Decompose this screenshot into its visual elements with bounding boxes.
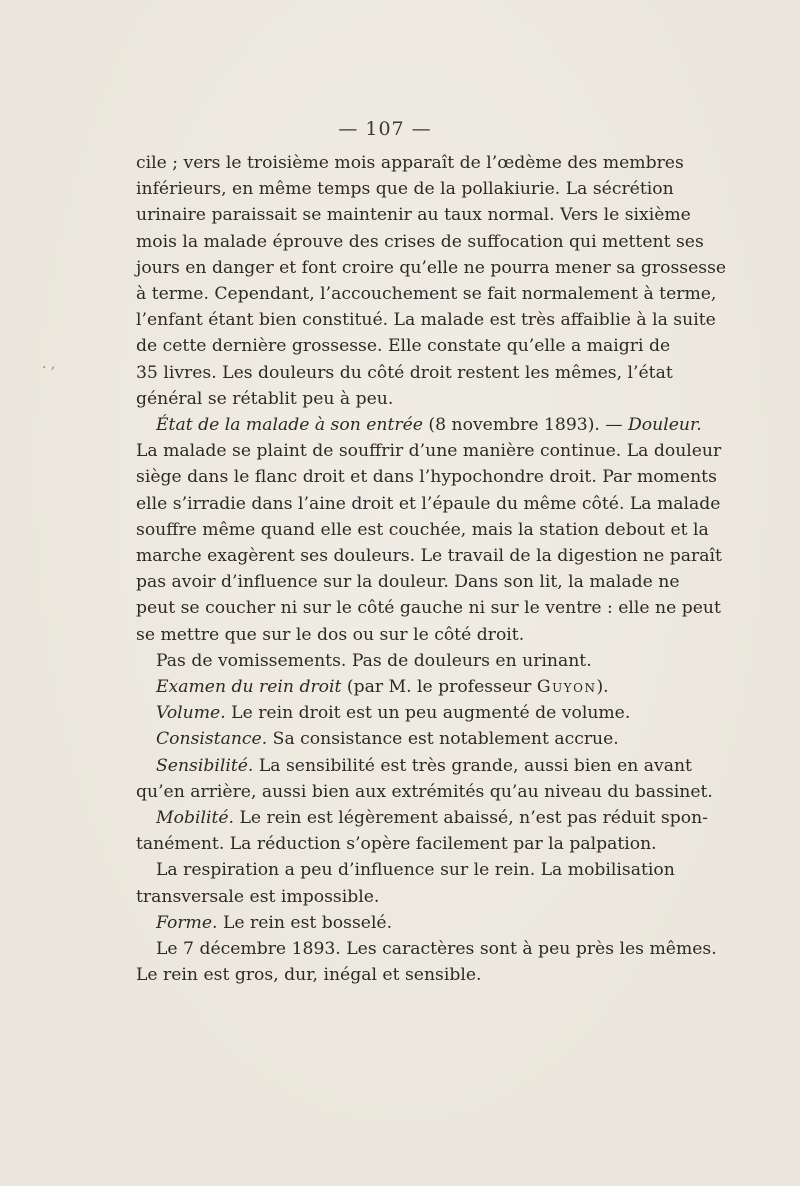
sensibilite-text-1: La sensibilité est très grande, aussi bien en avant <box>253 755 692 776</box>
decembre-line-1: Le 7 décembre 1893. Les caractères sont à peu près les mêmes. <box>156 939 717 960</box>
douleur-line: siège dans le flanc droit et dans l’hypochondre droit. Par moments <box>136 467 717 488</box>
case-history-line: inférieurs, en même temps que de la pollakiurie. La sécrétion <box>136 179 674 200</box>
consistance-line <box>136 726 622 752</box>
page-number: — 107 — <box>338 118 432 140</box>
forme-label: Forme. <box>156 912 218 933</box>
paragraph-case-history <box>136 150 727 412</box>
consistance-text: Sa consistance est notablement accrue. <box>267 729 619 750</box>
respiration-line-1: La respiration a peu d’influence sur le rein. La mobilisation <box>156 860 675 881</box>
etat-title: État de la malade à son entrée <box>156 415 423 436</box>
sensibilite-line-1 <box>136 753 692 779</box>
vomissements-line: Pas de vomissements. Pas de douleurs en urinant. <box>156 650 592 671</box>
mobilite-label: Mobilité. <box>156 808 234 829</box>
etat-heading-line <box>136 412 702 438</box>
case-history-line: à terme. Cependant, l’accouchement se fait normalement à terme, <box>136 284 717 305</box>
forme-text: Le rein est bosselé. <box>217 912 393 933</box>
case-history-line: jours en danger et font croire qu’elle ne pourra mener sa grossesse <box>136 257 727 278</box>
mobilite-text-1: Le rein est légèrement abaissé, n’est pas réduit spon- <box>233 808 708 829</box>
douleur-line: elle s’irradie dans l’aine droit et l’épaule du même côté. La malade <box>136 493 721 514</box>
volume-label: Volume. <box>156 703 226 724</box>
etat-date: (8 novembre 1893). — <box>422 415 629 436</box>
mobilite-line-1 <box>136 805 708 831</box>
case-history-line: de cette dernière grossesse. Elle constate qu’elle a maigri de <box>136 336 671 357</box>
douleur-line: peut se coucher ni sur le côté gauche ni sur le ventre : elle ne peut <box>136 598 721 619</box>
sensibilite-label: Sensibilité. <box>156 755 254 776</box>
decembre-line-2: Le rein est gros, dur, inégal et sensible. <box>136 965 482 986</box>
douleur-line: se mettre que sur le dos ou sur le côté droit. <box>136 624 525 645</box>
case-history-line: mois la malade éprouve des crises de suffocation qui mettent ses <box>136 231 704 252</box>
douleur-label: Douleur. <box>628 415 702 436</box>
douleur-line: souffre même quand elle est couchée, mais la station debout et la <box>136 519 709 540</box>
volume-line <box>136 700 631 726</box>
douleur-line: pas avoir d’influence sur la douleur. Dans son lit, la malade ne <box>136 572 680 593</box>
case-history-line: général se rétablit peu à peu. <box>136 388 394 409</box>
case-history-line: cile ; vers le troisième mois apparaît de l’œdème des membres <box>136 153 684 173</box>
douleur-line: marche exagèrent ses douleurs. Le travail de la digestion ne paraît <box>136 546 722 567</box>
volume-text: Le rein droit est un peu augmenté de volume. <box>225 703 631 724</box>
professor-name: Guyon <box>536 677 597 698</box>
douleur-line: La malade se plaint de souffrir d’une manière continue. La douleur <box>136 441 722 462</box>
margin-mark: . , <box>42 356 56 372</box>
paragraph-douleur <box>136 438 722 648</box>
case-history-line: 35 livres. Les douleurs du côté droit restent les mêmes, l’état <box>136 362 673 383</box>
sensibilite-line-2: qu’en arrière, aussi bien aux extrémités qu’au niveau du bassinet. <box>136 781 713 802</box>
mobilite-line-2: tanément. La réduction s’opère facilement par la palpation. <box>136 834 657 855</box>
examen-close: ). <box>596 677 609 698</box>
case-history-line: urinaire paraissait se maintenir au taux normal. Vers le sixième <box>136 205 691 226</box>
respiration-line-2: transversale est impossible. <box>136 886 380 907</box>
examen-rest: (par M. le professeur <box>341 677 537 698</box>
case-history-line: l’enfant étant bien constitué. La malade est très affaiblie à la suite <box>136 310 716 331</box>
forme-line <box>136 910 622 936</box>
examen-line <box>136 674 622 700</box>
body-text <box>136 150 727 989</box>
examen-title: Examen du rein droit <box>156 677 342 698</box>
consistance-label: Consistance. <box>156 729 268 750</box>
